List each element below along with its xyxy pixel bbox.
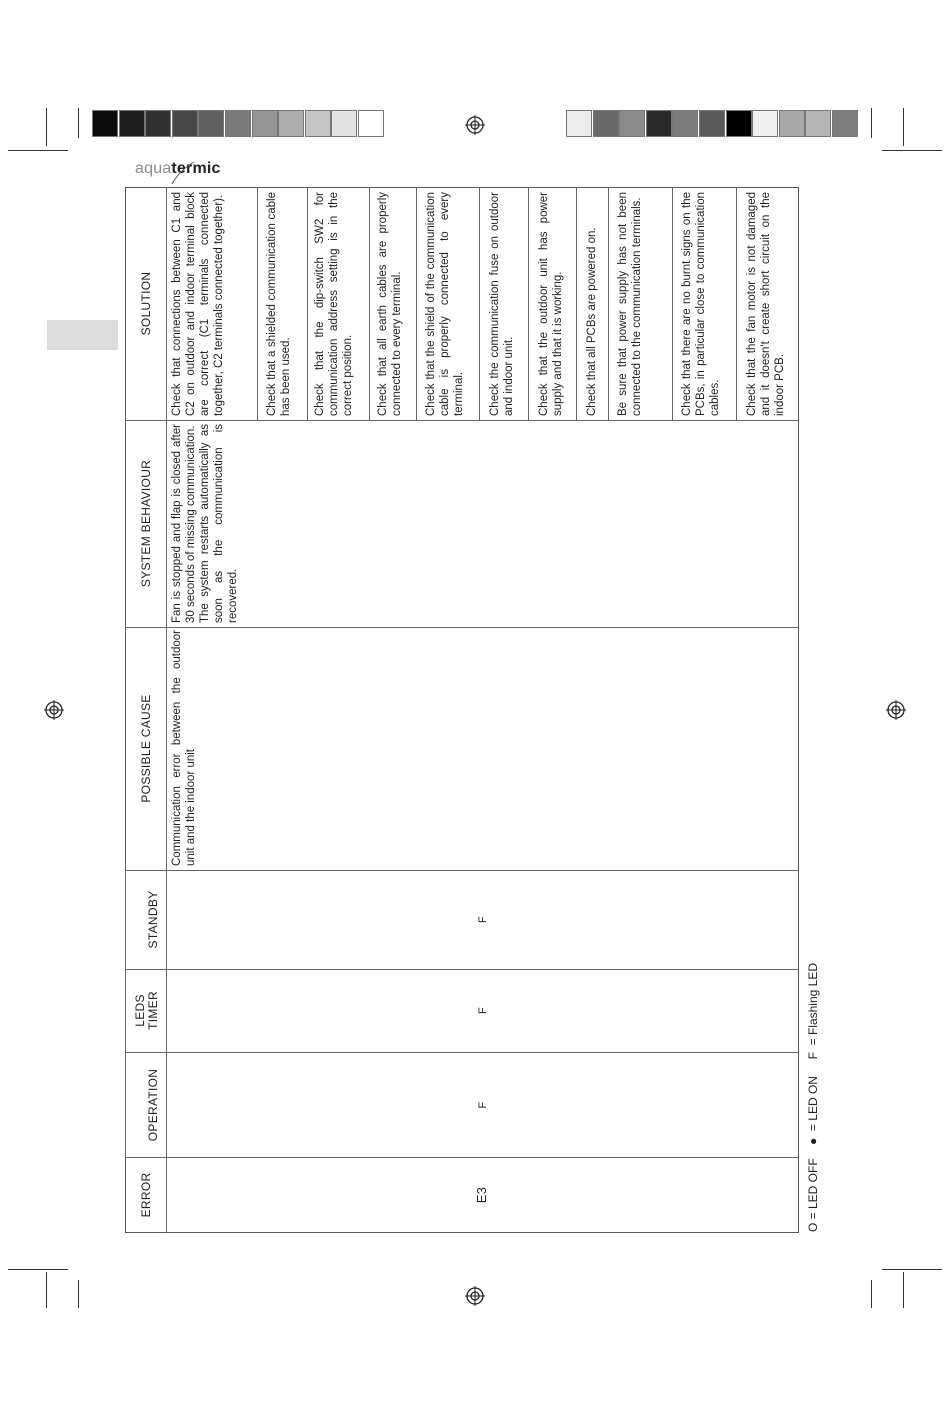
solution-divider [479,187,480,420]
led-legend: O = LED OFF ● = LED ON F = Flashing LED [806,963,820,1232]
crop-mark [903,1272,904,1308]
row-divider-error [125,1157,799,1158]
brand-logo: aquatermic [135,160,221,177]
solution-item: Check that all earth cables are properly connected to every terminal. [377,192,403,416]
color-swatch [672,110,698,137]
solution-divider [608,187,609,420]
solution-item: Check the communication fuse on outdoor and indoor unit. [489,192,515,416]
registration-mark-icon [44,700,64,720]
solution-item: Be sure that power supply has not been connected to the communication terminals. [617,192,643,416]
color-swatch [331,110,357,137]
led-operation-value: F [477,1101,489,1109]
row-divider-cause [125,627,799,628]
solution-divider [307,187,308,420]
crop-mark [78,1280,79,1308]
leds-subheader-divider [125,870,126,1157]
crop-mark [46,108,47,146]
solution-divider [672,187,673,420]
color-swatch [145,110,171,137]
color-swatch [779,110,805,137]
crop-mark [8,1269,68,1270]
logo-swoosh-icon [168,158,198,188]
registration-mark-icon [465,115,485,135]
color-swatch [225,110,251,137]
color-swatch [172,110,198,137]
solution-item: Check that the dip-switch SW2 for communication address setting is in the correct position. [314,192,354,416]
crop-mark [871,108,872,138]
crop-mark [78,108,79,138]
color-swatch [198,110,224,137]
color-swatch [566,110,592,137]
crop-mark [903,108,904,146]
row-divider-operation [125,1052,799,1053]
header-possible-cause: POSSIBLE CAUSE [139,694,153,803]
row-divider-standby [125,870,799,871]
solution-item: Check that the outdoor unit has power supply and that it is working. [538,192,564,416]
solution-item: Check that connections between C1 and C2 on outdoor and indoor terminal block are correct (C1 terminals connected together, C2 terminals connected together). [171,192,225,416]
solution-item: Check that all PCBs are powered on. [586,227,598,416]
color-swatch [305,110,331,137]
registration-mark-icon [886,700,906,720]
system-behaviour-text: Fan is stopped and flap is closed after 30 seconds of missing communication. The system restarts automatically as soon as the communication is recovered. [171,424,239,623]
solution-divider [528,187,529,420]
color-swatch [805,110,831,137]
header-system-behaviour: SYSTEM BEHAVIOUR [139,459,153,588]
color-swatch [92,110,118,137]
solution-item: Check that a shielded communication cable has been used. [266,192,292,416]
color-swatch [252,110,278,137]
solution-item: Check that the fan motor is not damaged and it doesn't create short circuit on the indoor PCB. [746,192,786,416]
header-solution: SOLUTION [139,271,153,336]
color-swatch [752,110,778,137]
crop-mark [882,150,942,151]
color-swatch [358,110,384,137]
color-swatch [593,110,619,137]
solution-item: Check that there are no burnt signs on the PCBs, in particular close to communication cables. [681,192,721,416]
registration-mark-icon [465,1286,485,1306]
row-divider-timer [125,969,799,970]
color-swatch [646,110,672,137]
error-code: E3 [474,1186,489,1204]
color-swatch [619,110,645,137]
solution-divider [736,187,737,420]
crop-mark [882,1269,942,1270]
leds-group-line [166,870,167,1157]
led-standby-value: F [477,915,489,924]
header-timer: TIMER [146,991,160,1030]
section-tab [47,320,118,350]
header-leds-group: LEDS [133,994,147,1027]
solution-divider [257,187,258,420]
crop-mark [46,1272,47,1308]
possible-cause-text: Communication error between the outdoor unit and the indoor unit [171,630,197,866]
color-swatch [726,110,752,137]
led-timer-value: F [477,1006,489,1015]
solution-divider [416,187,417,420]
crop-mark [8,150,68,151]
header-standby: STANDBY [146,890,160,949]
row-divider-behaviour [125,420,799,421]
color-swatch [278,110,304,137]
color-swatch [699,110,725,137]
solution-divider [369,187,370,420]
solution-item: Check that the shield of the communication cable is properly connected to every terminal. [425,192,465,416]
color-swatch [119,110,145,137]
header-error: ERROR [139,1172,153,1218]
solution-divider [576,187,577,420]
crop-mark [871,1280,872,1308]
color-swatch [832,110,858,137]
header-operation: OPERATION [146,1068,160,1142]
